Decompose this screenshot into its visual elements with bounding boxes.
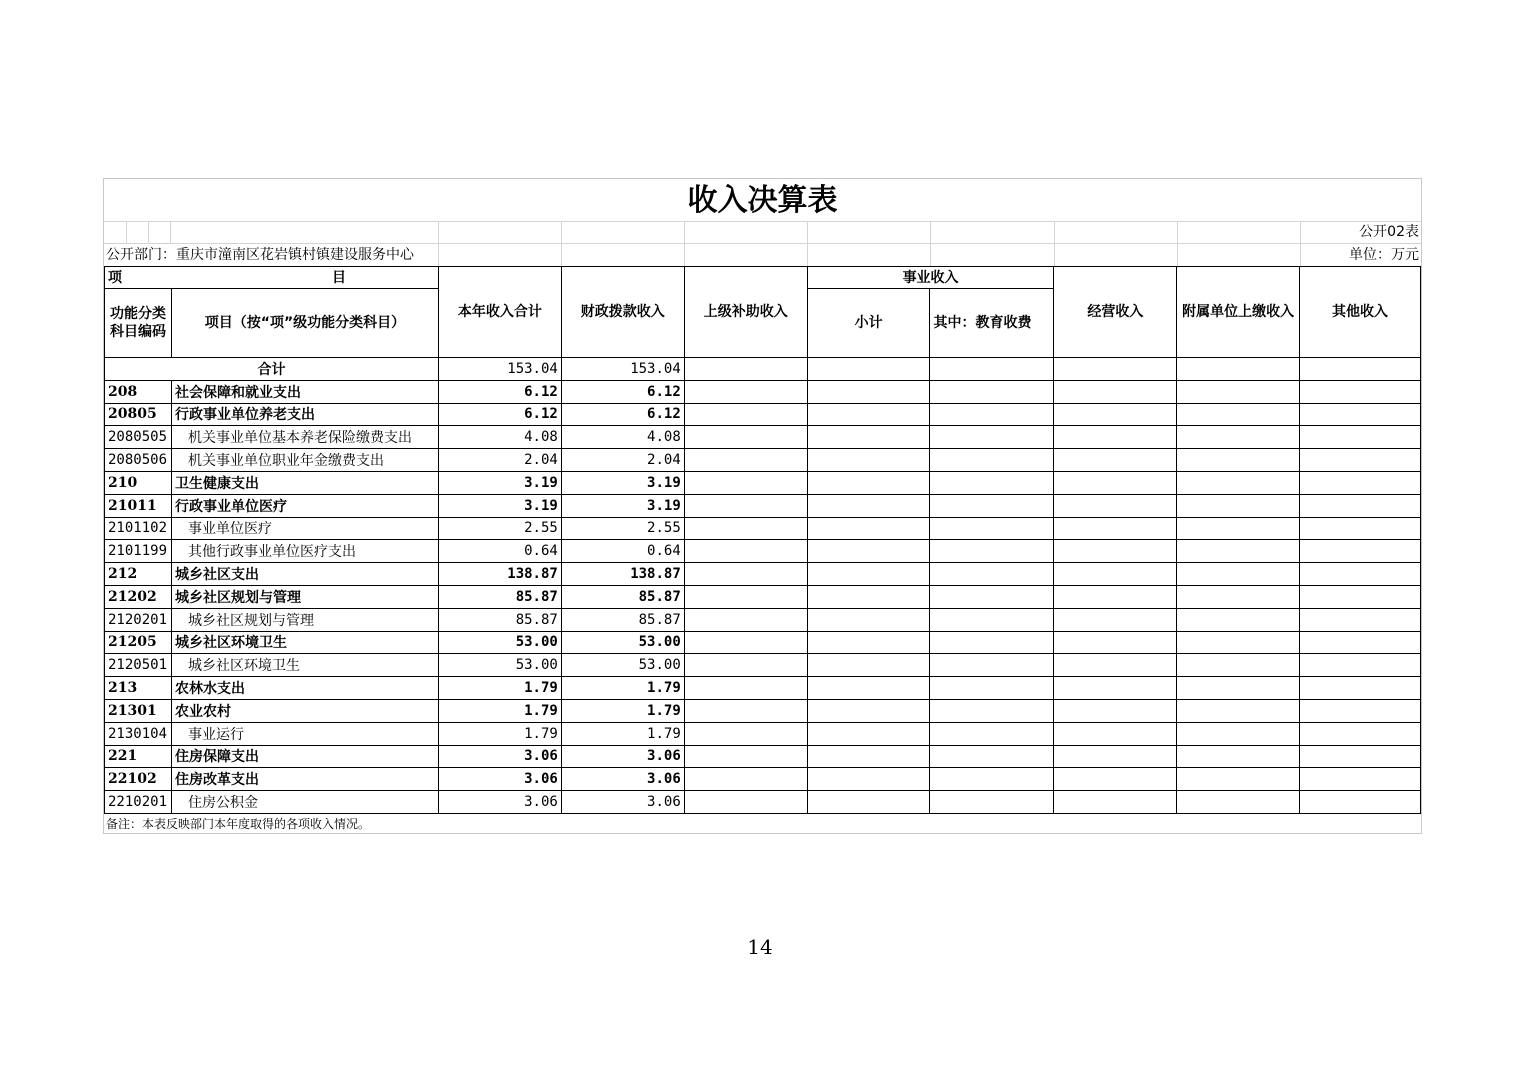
table-id: 公开02表 <box>1359 224 1419 240</box>
empty-cell <box>930 585 1054 608</box>
row-name: 行政事业单位医疗 <box>171 494 438 517</box>
table-row <box>105 654 1421 677</box>
page-number: 14 <box>747 935 773 959</box>
row-fiscal-income: 2.04 <box>561 449 684 472</box>
row-code: 212 <box>105 563 172 586</box>
empty-cell <box>1054 745 1177 768</box>
row-code: 2101199 <box>105 540 172 563</box>
grid-line <box>148 221 149 243</box>
empty-cell <box>1177 494 1300 517</box>
empty-cell <box>930 699 1054 722</box>
header-affiliated-income: 附属单位上缴收入 <box>1177 267 1300 358</box>
row-name: 农业农村 <box>171 699 438 722</box>
row-name: 农林水支出 <box>171 677 438 700</box>
table-row <box>105 517 1421 540</box>
empty-cell <box>1054 563 1177 586</box>
empty-cell <box>930 654 1054 677</box>
empty-cell <box>684 380 807 403</box>
empty-cell <box>807 699 930 722</box>
header-item-group: 项 目 <box>105 267 439 289</box>
grid-line <box>438 221 439 266</box>
row-fiscal-income: 2.55 <box>561 517 684 540</box>
empty-cell <box>807 768 930 791</box>
table-row <box>105 471 1421 494</box>
empty-cell <box>684 540 807 563</box>
table-row <box>105 563 1421 586</box>
table-row <box>105 745 1421 768</box>
row-code: 2120201 <box>105 608 172 631</box>
row-code: 2120501 <box>105 654 172 677</box>
empty-cell <box>1054 471 1177 494</box>
empty-cell <box>1054 380 1177 403</box>
empty-cell <box>1054 654 1177 677</box>
row-name: 卫生健康支出 <box>171 471 438 494</box>
empty-cell <box>807 745 930 768</box>
empty-cell <box>930 540 1054 563</box>
row-total-income: 3.06 <box>438 768 561 791</box>
empty-cell <box>807 449 930 472</box>
row-name: 住房公积金 <box>171 791 438 814</box>
row-name: 城乡社区环境卫生 <box>171 631 438 654</box>
row-code: 2101102 <box>105 517 172 540</box>
empty-cell <box>930 449 1054 472</box>
empty-cell <box>807 722 930 745</box>
row-total-income: 85.87 <box>438 608 561 631</box>
row-fiscal-income: 138.87 <box>561 563 684 586</box>
empty-cell <box>1177 608 1300 631</box>
row-code: 21202 <box>105 585 172 608</box>
grid-line <box>1054 221 1055 266</box>
row-code: 21205 <box>105 631 172 654</box>
row-fiscal-income: 4.08 <box>561 426 684 449</box>
empty-cell <box>684 677 807 700</box>
empty-cell <box>930 563 1054 586</box>
header-business-income: 事业收入 <box>807 267 1054 289</box>
empty-cell <box>1054 768 1177 791</box>
empty-cell <box>1177 768 1300 791</box>
footnote: 备注：本表反映部门本年度取得的各项收入情况。 <box>106 817 371 831</box>
table-row <box>105 380 1421 403</box>
empty-cell <box>1054 585 1177 608</box>
empty-cell <box>1300 449 1421 472</box>
header-other-income: 其他收入 <box>1300 267 1421 358</box>
grid-line <box>1177 221 1178 266</box>
row-code: 208 <box>105 380 172 403</box>
header-total-income: 本年收入合计 <box>438 267 561 358</box>
empty-cell <box>684 699 807 722</box>
row-code: 221 <box>105 745 172 768</box>
empty-cell <box>1177 791 1300 814</box>
empty-cell <box>684 517 807 540</box>
header-superior-subsidy: 上级补助收入 <box>684 267 807 358</box>
empty-cell <box>1300 791 1421 814</box>
empty-cell <box>1300 380 1421 403</box>
grid-line <box>126 221 127 243</box>
page-title: 收入决算表 <box>687 183 838 218</box>
row-name: 其他行政事业单位医疗支出 <box>171 540 438 563</box>
row-fiscal-income: 85.87 <box>561 608 684 631</box>
empty-cell <box>1054 540 1177 563</box>
empty-cell <box>1054 608 1177 631</box>
row-fiscal-income: 1.79 <box>561 722 684 745</box>
empty-cell <box>1300 585 1421 608</box>
empty-cell <box>930 631 1054 654</box>
header-code: 功能分类科目编码 <box>105 289 172 358</box>
row-code: 2080505 <box>105 426 172 449</box>
table-row <box>105 791 1421 814</box>
empty-cell <box>1177 358 1300 381</box>
empty-cell <box>930 677 1054 700</box>
empty-cell <box>1177 563 1300 586</box>
empty-cell <box>807 585 930 608</box>
row-fiscal-income: 3.06 <box>561 745 684 768</box>
row-code: 21301 <box>105 699 172 722</box>
row-fiscal-income: 1.79 <box>561 677 684 700</box>
table-row <box>105 631 1421 654</box>
table-row <box>105 585 1421 608</box>
row-code: 210 <box>105 471 172 494</box>
header-operating-income: 经营收入 <box>1054 267 1177 358</box>
empty-cell <box>930 745 1054 768</box>
empty-cell <box>807 403 930 426</box>
empty-cell <box>930 517 1054 540</box>
row-name: 行政事业单位养老支出 <box>171 403 438 426</box>
empty-cell <box>1177 426 1300 449</box>
row-total-income: 6.12 <box>438 403 561 426</box>
empty-cell <box>807 654 930 677</box>
empty-cell <box>684 631 807 654</box>
empty-cell <box>1300 540 1421 563</box>
empty-cell <box>807 380 930 403</box>
header-education-fee: 其中：教育收费 <box>930 289 1054 358</box>
empty-cell <box>1054 722 1177 745</box>
empty-cell <box>1300 358 1421 381</box>
total-label: 合计 <box>105 358 439 381</box>
empty-cell <box>1300 471 1421 494</box>
row-fiscal-income: 3.06 <box>561 791 684 814</box>
row-fiscal-income: 1.79 <box>561 699 684 722</box>
row-name: 机关事业单位职业年金缴费支出 <box>171 449 438 472</box>
grid-line <box>104 221 1421 222</box>
empty-cell <box>684 494 807 517</box>
table-row <box>105 677 1421 700</box>
empty-cell <box>684 585 807 608</box>
empty-cell <box>1054 791 1177 814</box>
empty-cell <box>684 654 807 677</box>
row-fiscal-income: 0.64 <box>561 540 684 563</box>
table-row <box>105 699 1421 722</box>
empty-cell <box>807 471 930 494</box>
row-code: 21011 <box>105 494 172 517</box>
empty-cell <box>807 517 930 540</box>
empty-cell <box>1177 722 1300 745</box>
empty-cell <box>1177 540 1300 563</box>
empty-cell <box>807 608 930 631</box>
row-total-income: 3.19 <box>438 494 561 517</box>
department-label: 公开部门：重庆市潼南区花岩镇村镇建设服务中心 <box>106 247 414 263</box>
row-total-income: 3.06 <box>438 791 561 814</box>
grid-line <box>561 221 562 266</box>
total-row <box>105 358 1421 381</box>
row-name: 城乡社区规划与管理 <box>171 585 438 608</box>
empty-cell <box>1177 403 1300 426</box>
grid-line <box>930 221 931 266</box>
empty-cell <box>1300 722 1421 745</box>
header-name: 项目（按“项”级功能分类科目） <box>171 289 438 358</box>
grid-line <box>807 221 808 266</box>
table-row <box>105 403 1421 426</box>
empty-cell <box>1177 677 1300 700</box>
row-total-income: 85.87 <box>438 585 561 608</box>
income-table <box>104 266 1421 814</box>
empty-cell <box>1054 358 1177 381</box>
empty-cell <box>684 449 807 472</box>
empty-cell <box>1300 654 1421 677</box>
row-total-income: 53.00 <box>438 654 561 677</box>
empty-cell <box>1054 517 1177 540</box>
row-fiscal-income: 6.12 <box>561 380 684 403</box>
row-fiscal-income: 85.87 <box>561 585 684 608</box>
empty-cell <box>1054 494 1177 517</box>
header-subtotal: 小计 <box>807 289 930 358</box>
empty-cell <box>930 494 1054 517</box>
empty-cell <box>684 745 807 768</box>
row-code: 2080506 <box>105 449 172 472</box>
empty-cell <box>684 722 807 745</box>
empty-cell <box>684 563 807 586</box>
empty-cell <box>684 608 807 631</box>
row-total-income: 2.55 <box>438 517 561 540</box>
empty-cell <box>1300 494 1421 517</box>
table-row <box>105 608 1421 631</box>
empty-cell <box>930 768 1054 791</box>
empty-cell <box>1300 677 1421 700</box>
empty-cell <box>684 358 807 381</box>
row-name: 住房改革支出 <box>171 768 438 791</box>
empty-cell <box>1300 631 1421 654</box>
row-fiscal-income: 6.12 <box>561 403 684 426</box>
row-fiscal-income: 3.19 <box>561 471 684 494</box>
row-name: 城乡社区环境卫生 <box>171 654 438 677</box>
row-total-income: 0.64 <box>438 540 561 563</box>
row-total-income: 2.04 <box>438 449 561 472</box>
empty-cell <box>1300 517 1421 540</box>
empty-cell <box>930 791 1054 814</box>
table-row <box>105 494 1421 517</box>
row-fiscal-income: 53.00 <box>561 654 684 677</box>
row-code: 213 <box>105 677 172 700</box>
empty-cell <box>1300 426 1421 449</box>
row-total-income: 1.79 <box>438 722 561 745</box>
table-row <box>105 540 1421 563</box>
row-total-income: 53.00 <box>438 631 561 654</box>
table-row <box>105 722 1421 745</box>
row-name: 事业运行 <box>171 722 438 745</box>
row-fiscal-income: 3.06 <box>561 768 684 791</box>
empty-cell <box>807 426 930 449</box>
row-total-income: 138.87 <box>438 563 561 586</box>
empty-cell <box>1054 677 1177 700</box>
table-body <box>105 358 1421 814</box>
empty-cell <box>1177 449 1300 472</box>
empty-cell <box>684 768 807 791</box>
empty-cell <box>930 380 1054 403</box>
total-fiscal-cell: 153.04 <box>561 358 684 381</box>
empty-cell <box>684 471 807 494</box>
empty-cell <box>1054 449 1177 472</box>
empty-cell <box>1177 517 1300 540</box>
empty-cell <box>930 608 1054 631</box>
row-fiscal-income: 53.00 <box>561 631 684 654</box>
empty-cell <box>1177 380 1300 403</box>
grid-line <box>170 221 171 243</box>
empty-cell <box>684 426 807 449</box>
empty-cell <box>930 358 1054 381</box>
table-row <box>105 768 1421 791</box>
empty-cell <box>1054 631 1177 654</box>
row-code: 2130104 <box>105 722 172 745</box>
row-name: 住房保障支出 <box>171 745 438 768</box>
empty-cell <box>1054 426 1177 449</box>
empty-cell <box>1300 403 1421 426</box>
empty-cell <box>1300 608 1421 631</box>
row-total-income: 3.19 <box>438 471 561 494</box>
empty-cell <box>807 358 930 381</box>
empty-cell <box>930 426 1054 449</box>
total-income-cell: 153.04 <box>438 358 561 381</box>
row-code: 22102 <box>105 768 172 791</box>
empty-cell <box>1300 768 1421 791</box>
empty-cell <box>807 563 930 586</box>
row-total-income: 6.12 <box>438 380 561 403</box>
row-name: 社会保障和就业支出 <box>171 380 438 403</box>
table-row <box>105 426 1421 449</box>
unit-label: 单位：万元 <box>1349 247 1419 263</box>
empty-cell <box>1177 585 1300 608</box>
row-name: 城乡社区规划与管理 <box>171 608 438 631</box>
empty-cell <box>807 631 930 654</box>
empty-cell <box>807 494 930 517</box>
row-name: 机关事业单位基本养老保险缴费支出 <box>171 426 438 449</box>
row-total-income: 1.79 <box>438 677 561 700</box>
empty-cell <box>1300 745 1421 768</box>
grid-line <box>1300 221 1301 266</box>
empty-cell <box>1054 403 1177 426</box>
empty-cell <box>1300 699 1421 722</box>
row-code: 2210201 <box>105 791 172 814</box>
row-name: 事业单位医疗 <box>171 517 438 540</box>
empty-cell <box>1177 745 1300 768</box>
row-fiscal-income: 3.19 <box>561 494 684 517</box>
empty-cell <box>930 722 1054 745</box>
row-total-income: 4.08 <box>438 426 561 449</box>
row-total-income: 3.06 <box>438 745 561 768</box>
empty-cell <box>1177 631 1300 654</box>
row-name: 城乡社区支出 <box>171 563 438 586</box>
empty-cell <box>930 403 1054 426</box>
empty-cell <box>684 791 807 814</box>
empty-cell <box>1177 654 1300 677</box>
empty-cell <box>1054 699 1177 722</box>
empty-cell <box>1177 699 1300 722</box>
empty-cell <box>1177 471 1300 494</box>
empty-cell <box>930 471 1054 494</box>
row-total-income: 1.79 <box>438 699 561 722</box>
grid-line <box>684 221 685 266</box>
table-row <box>105 449 1421 472</box>
empty-cell <box>684 403 807 426</box>
header-fiscal-income: 财政拨款收入 <box>561 267 684 358</box>
income-statement-sheet <box>103 178 1422 834</box>
row-code: 20805 <box>105 403 172 426</box>
empty-cell <box>807 677 930 700</box>
empty-cell <box>807 540 930 563</box>
empty-cell <box>807 791 930 814</box>
empty-cell <box>1300 563 1421 586</box>
